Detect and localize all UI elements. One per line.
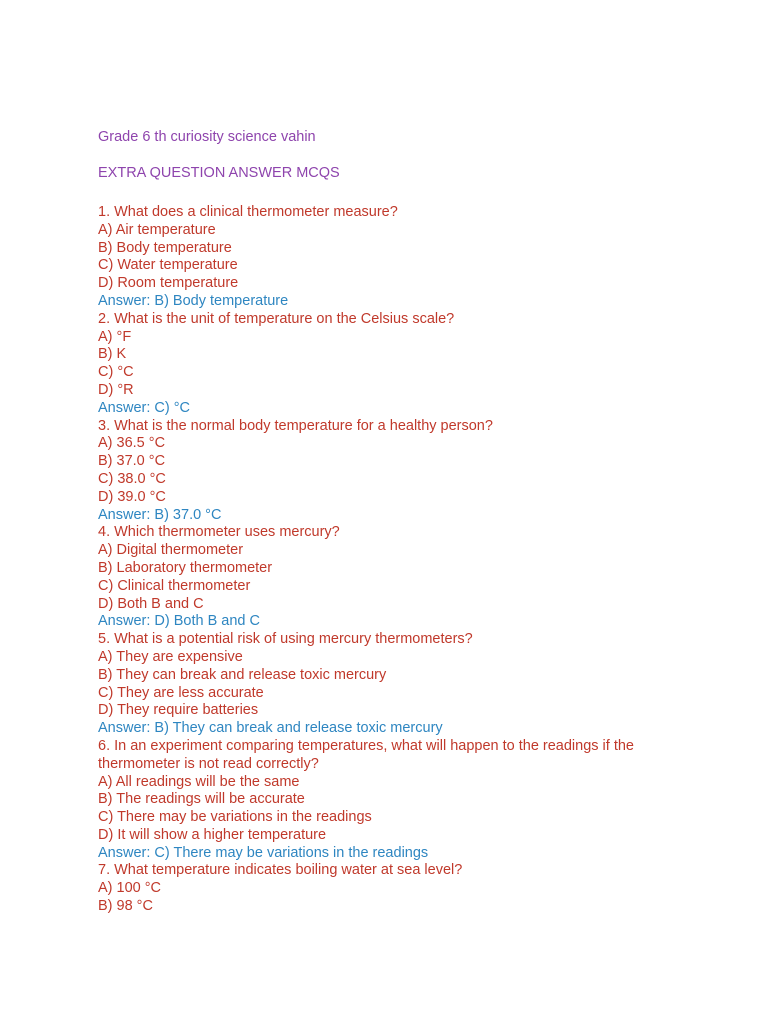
question-text: 3. What is the normal body temperature for a healthy person? (98, 417, 493, 434)
question-block (98, 862, 698, 915)
question-text: 7. What temperature indicates boiling water at sea level? (98, 862, 463, 879)
answer-option: C) Water temperature (98, 257, 238, 274)
question-text: 2. What is the unit of temperature on the Celsius scale? (98, 310, 455, 327)
question-list (98, 204, 698, 916)
answer-option: B) The readings will be accurate (98, 791, 305, 808)
answer-option: B) K (98, 346, 127, 363)
answer-option: B) 98 °C (98, 898, 153, 915)
answer-option: A) They are expensive (98, 648, 243, 665)
question-text: 5. What is a potential risk of using mercury thermometers? (98, 631, 473, 648)
question-block (98, 631, 698, 738)
answer-option: A) 100 °C (98, 880, 162, 897)
correct-answer: Answer: B) They can break and release toxic mercury (98, 720, 443, 737)
answer-option: B) 37.0 °C (98, 453, 166, 470)
correct-answer: Answer: C) There may be variations in the readings (98, 844, 429, 861)
answer-option: C) They are less accurate (98, 684, 264, 701)
question-block (98, 418, 698, 525)
answer-option: B) They can break and release toxic mercury (98, 666, 387, 683)
correct-answer: Answer: B) 37.0 °C (98, 506, 222, 523)
answer-option: D) They require batteries (98, 702, 259, 719)
correct-answer: Answer: C) °C (98, 399, 191, 416)
document-subtitle: EXTRA QUESTION ANSWER MCQS (98, 165, 340, 181)
document-page (98, 128, 698, 916)
correct-answer: Answer: D) Both B and C (98, 613, 260, 630)
question-block (98, 311, 698, 418)
answer-option: D) It will show a higher temperature (98, 826, 327, 843)
answer-option: A) All readings will be the same (98, 773, 300, 790)
answer-option: C) 38.0 °C (98, 470, 166, 487)
answer-option: A) 36.5 °C (98, 435, 166, 452)
question-text: 4. Which thermometer uses mercury? (98, 524, 340, 541)
answer-option: A) Digital thermometer (98, 542, 244, 559)
correct-answer: Answer: B) Body temperature (98, 292, 289, 309)
answer-option: B) Body temperature (98, 239, 232, 256)
answer-option: C) Clinical thermometer (98, 577, 251, 594)
answer-option: A) Air temperature (98, 221, 216, 238)
question-text: 1. What does a clinical thermometer measure? (98, 204, 398, 220)
answer-option: C) There may be variations in the readings (98, 809, 372, 826)
question-block (98, 524, 698, 631)
answer-option: D) Room temperature (98, 275, 239, 292)
document-title: Grade 6 th curiosity science vahin (98, 129, 316, 145)
answer-option: D) Both B and C (98, 595, 204, 612)
question-block (98, 204, 698, 311)
answer-option: C) °C (98, 364, 134, 381)
question-block (98, 738, 698, 863)
answer-option: A) °F (98, 328, 132, 345)
question-text: 6. In an experiment comparing temperatures, what will happen to the readings if the thermometer is not read correctly? (98, 737, 634, 772)
answer-option: D) °R (98, 381, 134, 398)
answer-option: D) 39.0 °C (98, 488, 166, 505)
answer-option: B) Laboratory thermometer (98, 559, 273, 576)
